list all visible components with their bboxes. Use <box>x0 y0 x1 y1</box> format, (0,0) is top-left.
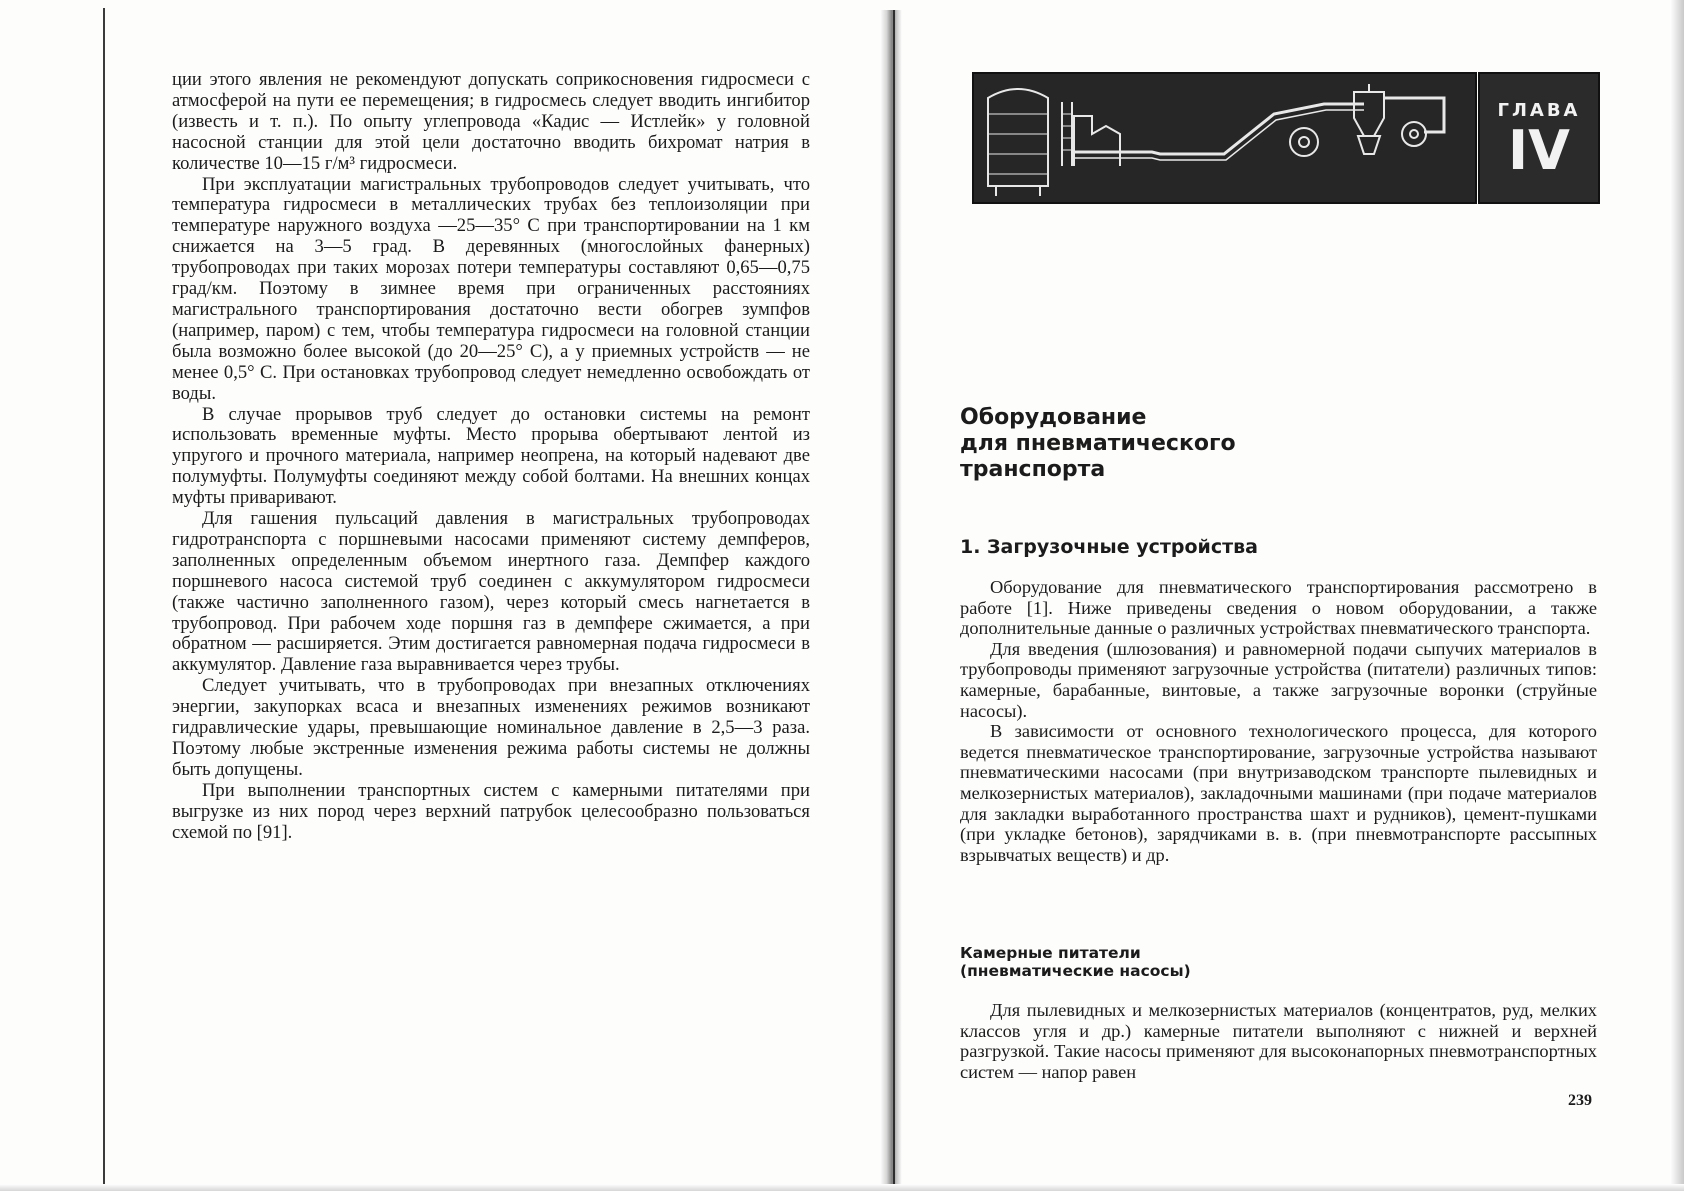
left-paragraph: Следует учитывать, что в трубопроводах при внезапных отключениях энергии, закупорках всаса и внезапных изменениях режимов возникают гидравлические удары, превышающие номинальное давление в 2,5—3 раза. Поэтому любые экстренные изменения режима работы системы не должны быть допущены. <box>172 675 810 780</box>
section-title: 1. Загрузочные устройства <box>960 536 1258 558</box>
left-paragraph: При эксплуатации магистральных трубопроводов следует учитывать, что температура гидросмеси в металлических трубах без теплоизоляции при температуре наружного воздуха —25—35° С при транспортировании на 1 км снижается на 3—5 град. В деревянных (многослойных фанерных) трубопроводах при таких морозах потери температуры составляют 0,65—0,75 град/км. Поэтому в зимнее время при ограниченных расстояниях магистрального транспортирования достаточно вести обогрев зумпфов (например, паром) с тем, чтобы температура гидросмеси на головной станции была возможно более высокой (до 20—25° С), а у приемных устройств — не менее 0,5° С. При остановках трубопровод следует немедленно освобождать от воды. <box>172 173 810 404</box>
subsection-title <box>960 944 1191 980</box>
chapter-title-line: транспорта <box>960 457 1106 482</box>
left-paragraph: Для гашения пульсаций давления в магистральных трубопроводах гидротранспорта с поршневыми насосами применяют систему демпферов, заполненных определенным объемом инертного газа. Демпфер каждого поршневого насоса системой труб соединен с аккумулятором гидросмеси (также частично заполненного газом), через который смесь нагнетается в трубопровод. При рабочем ходе поршня газ в демпфере сжимается, а при обратном — расширяется. Этим достигается равномерная подача гидросмеси в аккумулятор. Давление газа выравнивается через трубы. <box>172 508 810 676</box>
left-paragraph: ции этого явления не рекомендуют допускать соприкосновения гидросмеси с атмосферой на пути ее перемещения; в гидросмесь следует вводить ингибитор (известь и т. п.). По опыту углепровода «Кадис — Истлейк» у головной насосной станции для этой цели достаточно вводить бихромат натрия в количестве 10—15 г/м³ гидросмеси. <box>172 69 810 174</box>
pneumatic-transport-illustration <box>974 74 1475 202</box>
gutter-line <box>893 10 895 1186</box>
chapter-word: ГЛАВА <box>1497 100 1581 121</box>
chapter-title <box>960 405 1380 483</box>
left-paragraph: В случае прорывов труб следует до остановки системы на ремонт использовать временные муфты. Место прорыва обертывают лентой из упругого и прочного материала, например неопрена, на который надевают две полумуфты. Полумуфты соединяют между собой болтами. На внешних концах муфты приваривают. <box>172 403 810 509</box>
page-number: 239 <box>1568 1092 1592 1109</box>
subsection-title-line: (пневматические насосы) <box>960 962 1191 980</box>
page-edge-right <box>1670 0 1684 1191</box>
subsection-title-line: Камерные питатели <box>960 944 1141 962</box>
chapter-label-box <box>1478 72 1600 204</box>
page-edge-bottom <box>0 1184 1684 1191</box>
chapter-banner-illustration <box>972 72 1477 204</box>
left-page-body <box>172 70 810 844</box>
left-paragraph: При выполнении транспортных систем с камерными питателями при выгрузке из них пород через верхний патрубок целесообразно пользоваться схемой по [91]. <box>172 779 810 843</box>
section-paragraph: Оборудование для пневматического транспортирования рассмотрено в работе [1]. Ниже приведены сведения о новом оборудовании, а также дополнительные данные о различных устройствах пневматического транспорта. <box>960 577 1597 639</box>
chapter-title-line: для пневматического <box>960 431 1236 456</box>
subsection-paragraph: Для пылевидных и мелкозернистых материалов (концентратов, руд, мелких классов угля и др.) камерные питатели выполняют с нижней и верхней разгрузкой. Такие насосы применяют для высоконапорных пневмотранспортных систем — напор равен <box>960 1000 1597 1082</box>
section-body <box>960 577 1597 865</box>
section-paragraph: Для введения (шлюзования) и равномерной подачи сыпучих материалов в трубопроводы применяют загрузочные устройства (питатели) различных типов: камерные, барабанные, винтовые, а также загрузочные воронки (струйные насосы). <box>960 638 1597 721</box>
subsection-body <box>960 1000 1597 1082</box>
book-gutter <box>880 10 902 1186</box>
chapter-number: IV <box>1508 119 1570 182</box>
chapter-title-line: Оборудование <box>960 405 1147 430</box>
section-paragraph: В зависимости от основного технологического процесса, для которого ведется пневматическое транспортирование, загрузочные устройства называют пневматическими насосами (при внутризаводском транспорте пылевидных и мелкозернистых материалов), закладочными машинами (при подаче материалов для закладки выработанного пространства шахт и рудников), цемент-пушками (при укладке бетонов), зарядчиками в. в. (при пневмотранспорте рассыпных взрывчатых веществ) и др. <box>960 721 1597 865</box>
page-edge-left <box>103 8 105 1186</box>
